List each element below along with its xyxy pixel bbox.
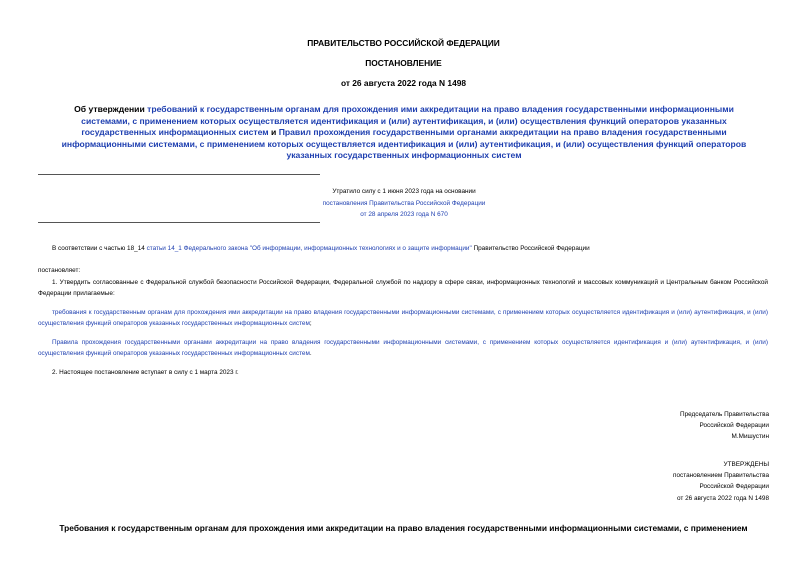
item-1-paragraph: 1. Утвердить согласованные с Федеральной службой безопасности Российской Федерации, Федеральной службой по надзору в сфере связи, информационных технологий и массовых коммуникаций и Центральным банком Российской Федерации прилагаемые: — [38, 279, 768, 298]
requirements-paragraph — [38, 307, 768, 329]
law-article-link[interactable]: статьи 14_1 Федерального закона "Об информации, информационных технологиях и о защите информации" — [146, 245, 472, 252]
signature-block — [549, 409, 769, 443]
title-link-requirements[interactable]: требований к государственным органам для прохождения ими аккредитации на право владения государственными информационными системами, с применением которых осуществляется идентификация и (или) аутентификация, и (или) осуществления функций операторов указанных государственных информационных систем — [81, 104, 734, 137]
approved-by: постановлением Правительства — [673, 472, 769, 480]
decree-word: постановляет: — [38, 267, 81, 274]
approved-heading: УТВЕРЖДЕНЫ — [723, 461, 769, 468]
divider-bottom — [38, 222, 320, 223]
signature-country: Российской Федерации — [699, 422, 769, 430]
lost-force-note — [270, 186, 538, 221]
document-title — [58, 104, 750, 162]
approved-block — [549, 459, 769, 504]
lost-force-link-line1[interactable]: постановления Правительства Российской Федерации — [322, 199, 486, 207]
approved-country: Российской Федерации — [699, 483, 769, 491]
intro-paragraph — [38, 243, 768, 254]
intro-text: В соответствии с частью 18_14 — [52, 245, 147, 252]
lost-force-link-line2[interactable]: от 28 апреля 2023 года N 670 — [360, 211, 448, 219]
signature-position: Председатель Правительства — [680, 411, 769, 418]
lost-force-text: Утратило силу с 1 июня 2023 года на основании — [332, 188, 476, 195]
signature-name: М.Мишустин — [731, 433, 769, 441]
document-type-heading: ПОСТАНОВЛЕНИЕ — [365, 58, 442, 68]
intro-text-end: Правительство Российской Федерации — [471, 245, 590, 252]
rules-paragraph — [38, 337, 768, 359]
document-date-number: от 26 августа 2022 года N 1498 — [340, 78, 467, 88]
requirements-section-title: Требования к государственным органам для прохождения ими аккредитации на право владения государственными информационными системами, с применением — [59, 523, 748, 533]
title-link-rules[interactable]: Правил прохождения государственными органами аккредитации на право владения государственными информационными системами, с применением которых осуществляется идентификация и (или) аутентификация, и (или) осуществления функций операторов указанных государственных информационных систем — [61, 127, 747, 160]
title-middle: и — [268, 127, 279, 137]
requirements-end: ; — [309, 320, 312, 328]
government-heading: ПРАВИТЕЛЬСТВО РОССИЙСКОЙ ФЕДЕРАЦИИ — [307, 38, 500, 48]
title-prefix: Об утверждении — [74, 104, 148, 114]
requirements-link[interactable]: требования к государственным органам для прохождения ими аккредитации на право владения государственными информационными системами, с применением которых осуществляется идентификация и (или) аутентификация, и (или) осуществления функций операторов указанных государственных информационных систем — [38, 309, 768, 328]
divider-top — [38, 174, 320, 175]
rules-end: . — [309, 350, 312, 358]
item-2-paragraph: 2. Настоящее постановление вступает в силу с 1 марта 2023 г. — [52, 369, 239, 376]
rules-link[interactable]: Правила прохождения государственными органами аккредитации на право владения государственными информационными системами, с применением которых осуществляется идентификация и (или) аутентификация, и (или) осуществления функций операторов указанных государственных информационных систем — [38, 339, 768, 358]
approved-date-number: от 26 августа 2022 года N 1498 — [676, 494, 769, 502]
